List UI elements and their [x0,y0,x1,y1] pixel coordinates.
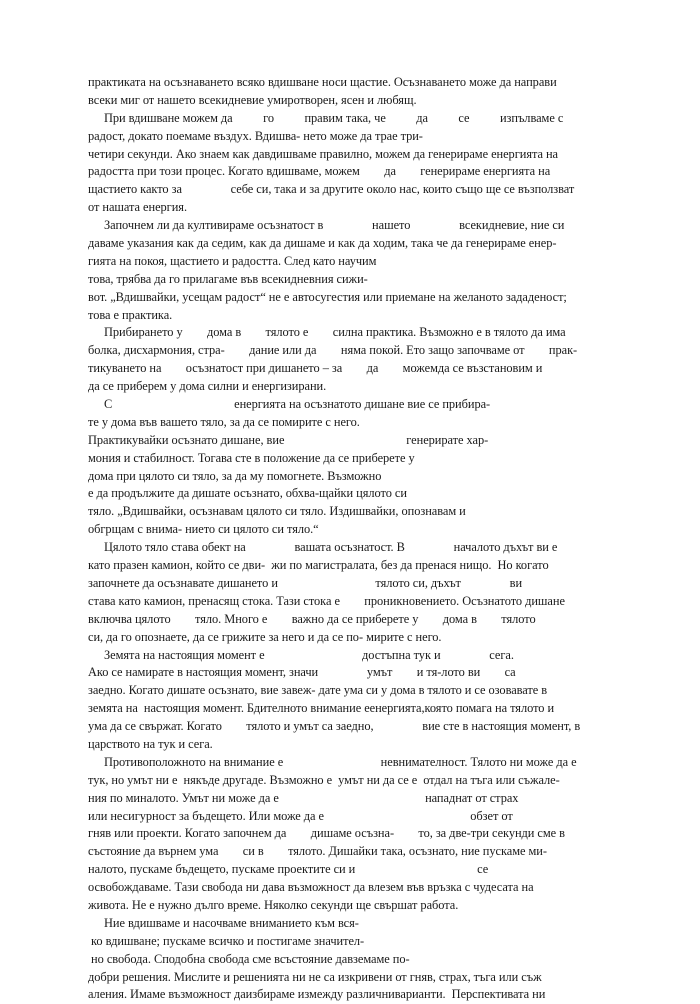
text-line: да се приберем у дома силни и енергизирани. [88,379,327,394]
text-line: Противоположното на внимание е невнимателност. Тялото ни може да е [104,754,577,769]
text-line: налото, пускаме бъдещето, пускаме проектите си и се [88,862,489,877]
text-line: ния по миналото. Умът ни може да е нападнат от страх [88,790,519,805]
text-line: всеки миг от нашето всекидневие умиротворен, ясен и любящ. [88,92,417,107]
text-line: Ние вдишваме и насочваме вниманието към вся- [104,915,359,930]
text-line: мония и стабилност. Тогава сте в положение да се приберете у [88,450,415,465]
text-line: царството на тук и сега. [88,736,213,751]
text-line: добри решения. Мислите и решенията ни не са изкривени от гняв, страх, тъга или съж [88,969,542,984]
text-line: включва цялото тяло. Много е важно да се приберете у дома в тялото [88,611,536,626]
text-line: освобождаваме. Тази свобода ни дава възможност да влезем във връзка с чудесата на [88,880,534,895]
text-line: тук, но умът ни е някъде другаде. Възможно е умът ни да се е отдал на тъга или съжале- [88,772,560,787]
text-line: ко вдишване; пускаме всичко и постигаме значител- [88,933,365,948]
text-line: това, трябва да го прилагаме във всекидневния сижи- [88,271,368,286]
text-line: земята на настоящия момент. Бдителното внимание еенергията,която помага на тялото и [88,701,555,716]
text-line: ума да се свържат. Когато тялото и умът са заедно, вие сте в настоящия момент, в [88,719,581,734]
text-line: заедно. Когато дишате осъзнато, вие завеж- дате ума си у дома в тялото и се озовавате в [88,683,548,698]
text-line: Започнем ли да култивираме осъзнатост в нашето всекидневие, ние си [104,218,565,233]
text-line: гията на покоя, щастието и радостта. След като научим [88,253,377,268]
text-line: дома при цялото си тяло, за да му помогнете. Възможно [88,468,382,483]
text-line: гняв или проекти. Когато започнем да дишаме осъзна- то, за две-три секунди сме в [88,826,565,841]
text-line: Ако се намирате в настоящия момент, значи умът и тя-лото ви са [88,665,516,680]
text-line: състояние да върнем ума си в тялото. Дишайки така, осъзнато, ние пускаме ми- [88,844,547,859]
text-line: радостта при този процес. Когато вдишваме, можем да генерираме енергията на [88,164,551,179]
text-line: започнете да осъзнавате дишането и тялото си, дъхът ви [88,575,523,590]
text-line: като празен камион, който се дви- жи по магистралата, без да пренася нищо. Но когато [88,558,549,573]
text-line: практиката на осъзнаването всяко вдишване носи щастие. Осъзнаването може да направи [88,75,557,89]
text-line: си, да го опознаете, да се грижите за него и да се по- мирите с него. [88,629,442,644]
text-line: става като камион, пренасящ стока. Тази стока е проникновението. Осъзнатото дишане [88,593,565,608]
text-line: тяло. „Вдишвайки, осъзнавам цялото си тяло. Издишвайки, опознавам и [88,504,466,519]
text-line: С енергията на осъзнатото дишане вие се прибира- [104,397,491,412]
text-line: обгрщам с внима- нието си цялото си тяло.“ [88,522,319,537]
text-line: те у дома във вашето тяло, за да се помирите с него. [88,414,360,429]
text-line: тикуването на осъзнатост при дишането – за да можемда се възстановим и [88,361,543,376]
text-line: или несигурност за бъдещето. Или може да е обзет от [88,808,513,823]
text-line: Прибирането у дома в тялото е силна практика. Възможно е в тялото да има [104,325,566,340]
text-line: Цялото тяло става обект на вашата осъзнатост. В началото дъхът ви е [104,540,558,555]
text-line: от нашата енергия. [88,200,187,215]
text-line: радост, докато поемаме въздух. Вдишва- нето може да трае три- [88,128,423,143]
text-line: четири секунди. Ако знаем как давдишваме правилно, можем да генерираме енергията на [88,146,559,161]
text-line: щастието както за себе си, така и за другите около нас, които също ще се възползват [88,182,575,197]
text-line: болка, дисхармония, стра- дание или да няма покой. Ето защо започваме от прак- [88,343,578,358]
text-line: аления. Имаме възможност даизбираме измежду различниварианти. Перспективата ни [88,987,546,1002]
body-text [88,74,614,1004]
text-line: При вдишване можем да го правим така, че да се изпълваме с [104,110,564,125]
text-line: но свобода. Сподобна свобода сме всъстояние давземаме по- [88,951,410,966]
text-line: даваме указания как да седим, как да дишаме и как да ходим, така че да генерираме енер- [88,236,557,251]
text-line: това е практика. [88,307,173,322]
text-line: Земята на настоящия момент е достъпна тук и сега. [104,647,514,662]
text-line: вот. „Вдишвайки, усещам радост“ не е автосугестия или приемане на желаното зададеност; [88,289,567,304]
text-line: е да продължите да дишате осъзнато, обхва-щайки цялото си [88,486,407,501]
text-line: живота. Не е нужно дълго време. Няколко секунди ще свършат работа. [88,897,459,912]
text-line: Практикувайки осъзнато дишане, вие генерирате хар- [88,432,489,447]
